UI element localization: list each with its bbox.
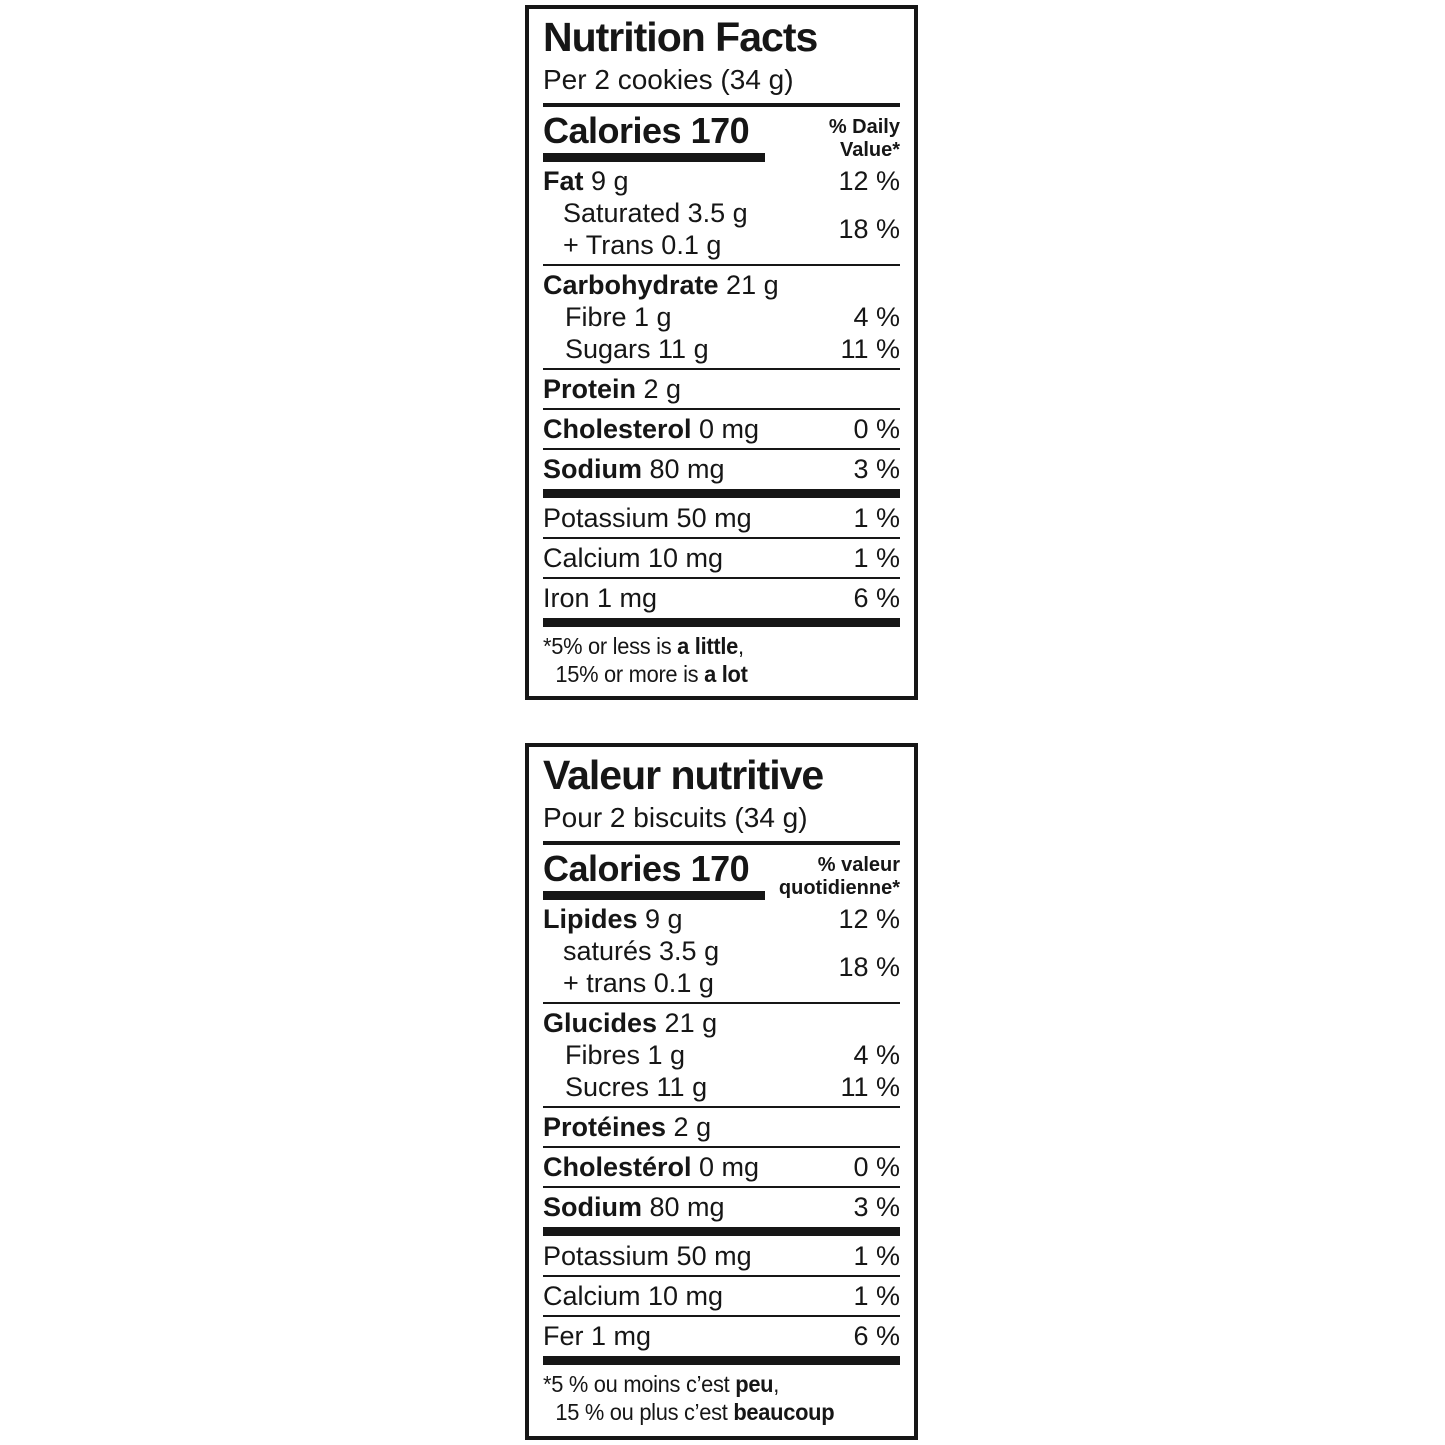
nutrient-row (543, 1191, 900, 1223)
daily-value-header-line2: quotidienne* (778, 876, 900, 899)
serving-size: Pour 2 biscuits (34 g) (543, 802, 808, 834)
daily-value-percent: 12 % (838, 166, 900, 197)
nutrient-label: Fibre 1 g (565, 302, 672, 333)
divider (543, 103, 900, 107)
nutrient-row (543, 1039, 900, 1071)
nutrient-label: Calcium 10 mg (543, 543, 724, 574)
daily-value-percent: 11 % (840, 334, 900, 365)
divider-thick (543, 1227, 900, 1236)
nutrient-row (543, 1007, 900, 1039)
divider-thin (543, 1146, 900, 1148)
nutrient-label: Protéines 2 g (543, 1112, 712, 1143)
daily-value-percent: 6 % (853, 583, 900, 614)
calories-number: 170 (690, 109, 750, 151)
footnote-line2: 15% or more is a lot (555, 661, 748, 688)
daily-value-percent: 18 % (838, 214, 900, 245)
divider-thin (543, 368, 900, 370)
daily-value-percent: 1 % (853, 503, 900, 534)
nutrient-label: Carbohydrate 21 g (543, 270, 779, 301)
nutrient-label: Sodium 80 mg (543, 454, 725, 485)
divider-thin (543, 577, 900, 579)
nutrient-row (543, 453, 900, 485)
divider-thick (543, 489, 900, 498)
nutrition-facts-panel-en (525, 5, 918, 700)
nutrient-label: Cholestérol 0 mg (543, 1152, 760, 1183)
daily-value-header-line1: % Daily (828, 115, 900, 138)
divider-thin (543, 264, 900, 266)
calories-block (543, 849, 765, 901)
nutrient-label: Potassium 50 mg (543, 1241, 752, 1272)
nutrient-row (543, 542, 900, 574)
divider-thin (543, 408, 900, 410)
calories-label: Calories (543, 109, 682, 151)
nutrient-label: Fibres 1 g (565, 1040, 686, 1071)
divider-thick (543, 1356, 900, 1365)
nutrition-facts-panel-fr (525, 743, 918, 1440)
nutrient-row (543, 1320, 900, 1352)
calories-label: Calories (543, 847, 682, 889)
calories-block (543, 111, 765, 163)
nutrient-rows (543, 165, 900, 627)
daily-value-header (779, 849, 900, 900)
panel-title: Nutrition Facts (543, 14, 818, 60)
footnote-line1: *5% or less is a little, (543, 633, 744, 660)
calories-value (543, 111, 765, 151)
divider (543, 841, 900, 845)
nutrient-row (543, 373, 900, 405)
daily-value-header-line2: Value* (839, 138, 900, 161)
nutrient-label: saturés 3.5 g + trans 0.1 g (563, 936, 720, 999)
nutrient-row (543, 333, 900, 365)
footnote (543, 632, 900, 688)
calories-underline (543, 891, 765, 900)
daily-value-percent: 11 % (840, 1072, 900, 1103)
daily-value-percent: 12 % (838, 904, 900, 935)
nutrient-row (543, 269, 900, 301)
daily-value-percent: 0 % (853, 1152, 900, 1183)
nutrient-row (543, 1111, 900, 1143)
daily-value-header (829, 111, 900, 162)
daily-value-percent: 3 % (853, 454, 900, 485)
nutrient-row (543, 413, 900, 445)
nutrient-label: Sodium 80 mg (543, 1192, 725, 1223)
serving-size: Per 2 cookies (34 g) (543, 64, 794, 96)
nutrient-label: Lipides 9 g (543, 904, 683, 935)
divider-thin (543, 1186, 900, 1188)
daily-value-percent: 4 % (853, 1040, 900, 1071)
nutrient-label: Fer 1 mg (543, 1321, 652, 1352)
calories-number: 170 (690, 847, 750, 889)
panel-title: Valeur nutritive (543, 752, 824, 798)
nutrient-label: Sugars 11 g (565, 334, 709, 365)
daily-value-percent: 4 % (853, 302, 900, 333)
daily-value-percent: 0 % (853, 414, 900, 445)
daily-value-percent: 1 % (853, 1281, 900, 1312)
divider-thin (543, 1002, 900, 1004)
daily-value-percent: 3 % (853, 1192, 900, 1223)
nutrient-row (543, 165, 900, 197)
nutrient-label: Saturated 3.5 g + Trans 0.1 g (563, 198, 748, 261)
divider-thin (543, 1315, 900, 1317)
nutrient-row-group (543, 197, 900, 261)
nutrient-label: Cholesterol 0 mg (543, 414, 760, 445)
daily-value-header-line1: % valeur (817, 853, 900, 876)
nutrient-row (543, 1240, 900, 1272)
nutrient-row (543, 903, 900, 935)
nutrient-row (543, 1071, 900, 1103)
nutrient-label: Iron 1 mg (543, 583, 658, 614)
nutrient-label: Protein 2 g (543, 374, 682, 405)
divider-thin (543, 537, 900, 539)
calories-row (543, 849, 900, 901)
nutrient-row (543, 582, 900, 614)
nutrient-row-group (543, 935, 900, 999)
calories-underline (543, 153, 765, 162)
nutrient-label: Potassium 50 mg (543, 503, 752, 534)
daily-value-percent: 1 % (853, 1241, 900, 1272)
calories-value (543, 849, 765, 889)
divider-thin (543, 448, 900, 450)
nutrient-rows (543, 903, 900, 1365)
divider-thin (543, 1275, 900, 1277)
nutrient-label: Sucres 11 g (565, 1072, 708, 1103)
divider-thick (543, 618, 900, 627)
nutrient-label: Fat 9 g (543, 166, 629, 197)
nutrient-label: Glucides 21 g (543, 1008, 718, 1039)
calories-row (543, 111, 900, 163)
nutrient-row (543, 301, 900, 333)
nutrient-row (543, 1151, 900, 1183)
footnote (543, 1370, 900, 1426)
daily-value-percent: 6 % (853, 1321, 900, 1352)
daily-value-percent: 18 % (838, 952, 900, 983)
daily-value-percent: 1 % (853, 543, 900, 574)
nutrient-row (543, 1280, 900, 1312)
footnote-line2: 15 % ou plus c’est beaucoup (555, 1399, 835, 1426)
footnote-line1: *5 % ou moins c’est peu, (543, 1371, 780, 1398)
nutrient-label: Calcium 10 mg (543, 1281, 724, 1312)
divider-thin (543, 1106, 900, 1108)
nutrient-row (543, 502, 900, 534)
